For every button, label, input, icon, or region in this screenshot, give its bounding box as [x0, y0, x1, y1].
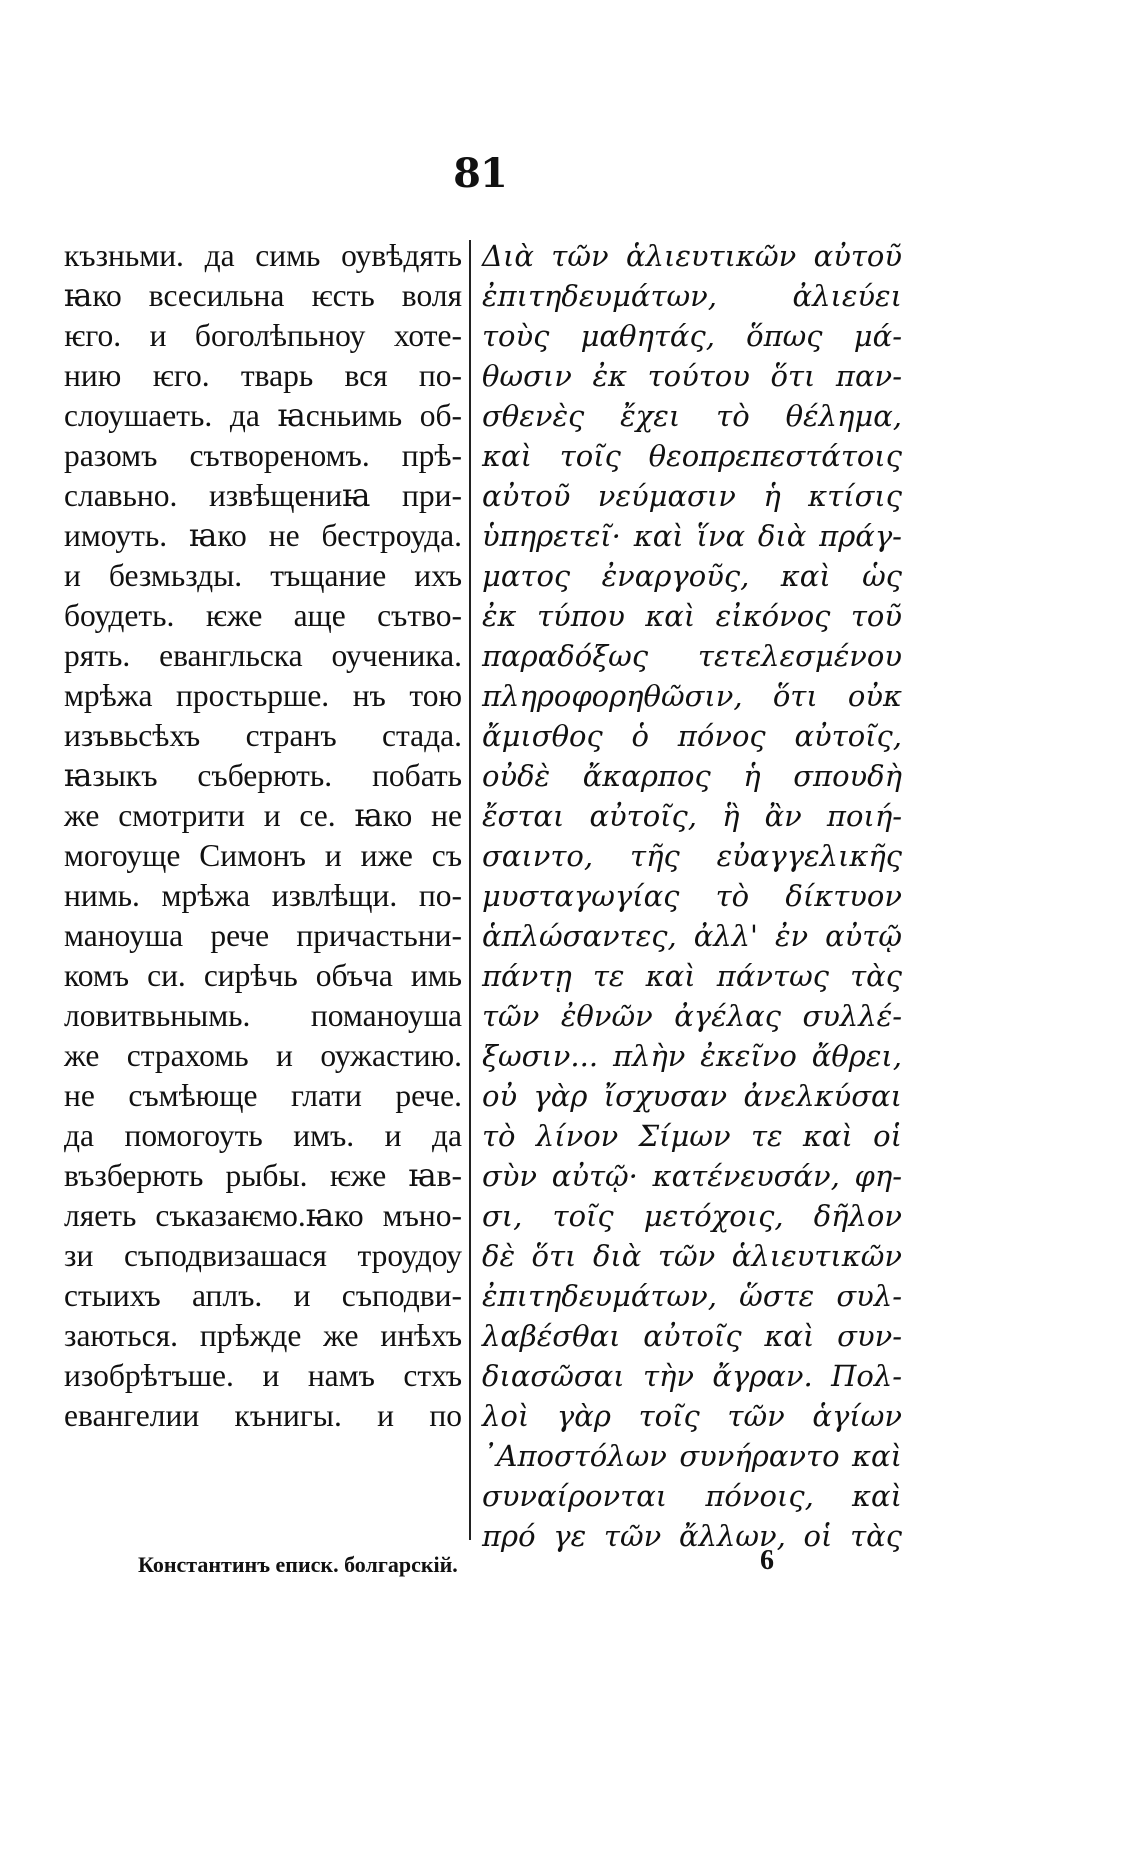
- left-column-line: же страхомь и оужастию.: [64, 1038, 462, 1073]
- left-column-line: нимь. мрѣжа извлѣщи. по-: [64, 878, 462, 913]
- right-column-line: διασῶσαι τὴν ἄγραν. Πολ-: [482, 1359, 902, 1393]
- left-column-line: евангелии кънигы. и по: [64, 1398, 462, 1433]
- column-divider: [469, 240, 471, 1540]
- left-column-line: заються. прѣжде же инѣхъ: [64, 1318, 462, 1353]
- right-column-line: ἁπλώσαντες, ἀλλ' ἐν αὐτῷ: [482, 919, 902, 953]
- left-column-line: и безмьзды. тъщание ихъ: [64, 558, 462, 593]
- left-column-line: мрѣжа простьрше. нъ тою: [64, 678, 462, 713]
- right-column-greek: [482, 236, 902, 1556]
- left-column-line: боудеть. ѥже аще сътво-: [64, 598, 462, 633]
- right-column-line: ἐπιτηδευμάτων, ὥστε συλ-: [482, 1279, 902, 1313]
- left-column-line: ꙗзыкъ съберють. побать: [64, 758, 462, 793]
- right-column-line: παραδόξως τετελεσμένου: [482, 639, 902, 673]
- left-column-line: изобрѣтъше. и намъ стхъ: [64, 1358, 462, 1393]
- right-column-line: δὲ ὅτι διὰ τῶν ἁλιευτικῶν: [482, 1239, 902, 1273]
- right-column-line: ξωσιν... πλὴν ἐκεῖνο ἄθρει,: [482, 1039, 902, 1073]
- left-column-line: възберють рыбы. ѥже ꙗв-: [64, 1158, 462, 1193]
- page-number: 81: [453, 150, 507, 197]
- right-column-line: τοὺς μαθητάς, ὅπως μά-: [482, 319, 902, 353]
- left-column-line: да помогоуть имъ. и да: [64, 1118, 462, 1153]
- right-column-line: λοὶ γὰρ τοῖς τῶν ἁγίων: [482, 1399, 902, 1433]
- left-column-line: ѥго. и боголѣпьноу хоте-: [64, 318, 462, 353]
- right-column-line: καὶ τοῖς θεοπρεπεστάτοις: [482, 439, 902, 473]
- left-column-line: могоуще Симонъ и иже съ: [64, 838, 462, 873]
- right-column-line: ἐκ τύπου καὶ εἰκόνος τοῦ: [482, 599, 902, 633]
- left-column-line: комъ си. сирѣчь объча имь: [64, 958, 462, 993]
- left-column-line: славьно. извѣщениꙗ при-: [64, 478, 462, 513]
- right-column-line: ἐπιτηδευμάτων, ἀλιεύει: [482, 279, 902, 313]
- right-column-line: πρό γε τῶν ἄλλων, οἱ τὰς: [482, 1519, 902, 1553]
- right-column-line: τῶν ἐθνῶν ἀγέλας συλλέ-: [482, 999, 902, 1033]
- right-column-line: πληροφορηθῶσιν, ὅτι οὐκ: [482, 679, 902, 713]
- right-column-line: οὐδὲ ἄκαρπος ἡ σπουδὴ: [482, 759, 902, 793]
- left-column-line: маноуша рече причастьни-: [64, 918, 462, 953]
- left-column-line: разомъ сътвореномъ. прѣ-: [64, 438, 462, 473]
- right-column-line: μυσταγωγίας τὸ δίκτυον: [482, 879, 902, 913]
- right-column-line: ἔσται αὐτοῖς, ἣ ἂν ποιή-: [482, 799, 902, 833]
- right-column-line: θωσιν ἐκ τούτου ὅτι παν-: [482, 359, 902, 393]
- right-column-line: οὐ γὰρ ἴσχυσαν ἀνελκύσαι: [482, 1079, 902, 1113]
- footer-signature: Константинъ еписк. болгарскій.: [138, 1552, 458, 1577]
- left-column-church-slavonic: [64, 236, 462, 1436]
- left-column-line: не съмѣюще глати рече.: [64, 1078, 462, 1113]
- left-column-line: нию ѥго. тварь вся по-: [64, 358, 462, 393]
- left-column-line: же смотрити и се. ꙗко не: [64, 798, 462, 833]
- right-column-line: σὺν αὐτῷ· κατένευσάν, φη-: [482, 1159, 902, 1193]
- right-column-line: σι, τοῖς μετόχοις, δῆλον: [482, 1199, 902, 1233]
- right-column-line: σθενὲς ἔχει τὸ θέλημα,: [482, 399, 902, 433]
- right-column-line: τὸ λίνον Σίμων τε καὶ οἱ: [482, 1119, 902, 1153]
- left-column-line: слоушаеть. да ꙗсньимь об-: [64, 398, 462, 433]
- left-column-line: изъвьсѣхъ странъ стада.: [64, 718, 462, 753]
- right-column-line: λαβέσθαι αὐτοῖς καὶ συν-: [482, 1319, 902, 1353]
- left-column-line: ловитвьнымь. поманоуша: [64, 998, 462, 1033]
- left-column-line: стыихъ аплъ. и съподви-: [64, 1278, 462, 1313]
- right-column-line: ὑπηρετεῖ· καὶ ἵνα διὰ πράγ-: [482, 519, 902, 553]
- footer-sheet-number: 6: [760, 1545, 774, 1576]
- right-column-line: ᾿Αποστόλων συνήραντο καὶ: [482, 1439, 902, 1473]
- right-column-line: ματος ἐναργοῦς, καὶ ὡς: [482, 559, 902, 593]
- left-column-line: ляеть съказаѥмо.ꙗко мъно-: [64, 1198, 462, 1233]
- left-column-line: рять. евангльска оученика.: [64, 638, 462, 673]
- left-column-line: зи съподвизашася троудоу: [64, 1238, 462, 1273]
- right-column-line: ἄμισθος ὁ πόνος αὐτοῖς,: [482, 719, 902, 753]
- right-column-line: συναίρονται πόνοις, καὶ: [482, 1479, 902, 1513]
- right-column-line: σαιντο, τῆς εὐαγγελικῆς: [482, 839, 902, 873]
- right-column-line: πάντῃ τε καὶ πάντως τὰς: [482, 959, 902, 993]
- left-column-line: ꙗко всесильна ѥсть воля: [64, 278, 462, 313]
- left-column-line: къзньми. да симь оувѣдять: [64, 238, 462, 273]
- left-column-line: имоуть. ꙗко не бестроуда.: [64, 518, 462, 553]
- right-column-line: Διὰ τῶν ἁλιευτικῶν αὐτοῦ: [482, 239, 902, 273]
- right-column-line: αὐτοῦ νεύμασιν ἡ κτίσις: [482, 479, 902, 513]
